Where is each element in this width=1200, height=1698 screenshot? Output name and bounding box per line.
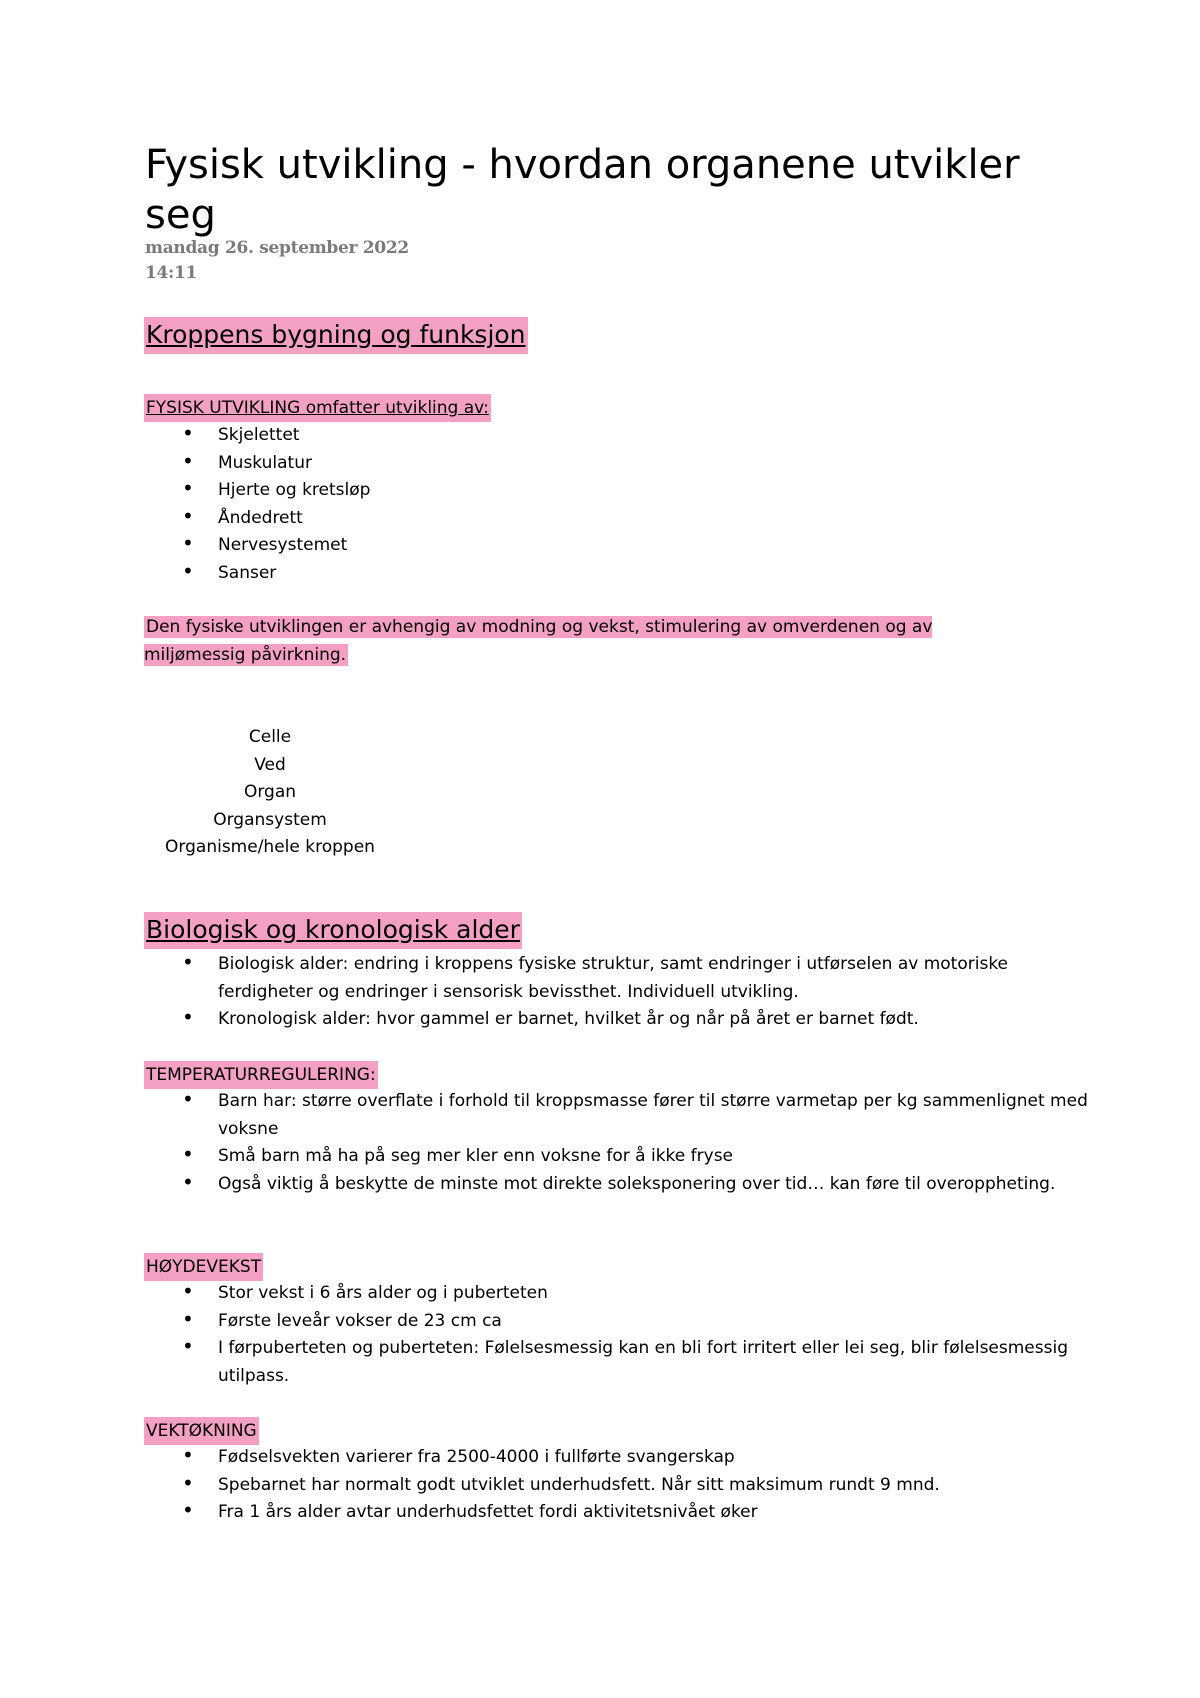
list-item: • Stor vekst i 6 års alder og i puberteten	[0, 1280, 1088, 1308]
list-item: • Spebarnet har normalt godt utviklet underhudsfett. Når sitt maksimum rundt 9 mnd.	[0, 1472, 1088, 1500]
temperature-list	[0, 1088, 1100, 1198]
hierarchy-level: Organsystem	[213, 809, 327, 830]
hierarchy-level: Celle	[248, 727, 292, 747]
list-item: • Første leveår vokser de 23 cm ca	[0, 1308, 1088, 1336]
subheading-fysisk-utvikling: FYSISK UTVIKLING omfatter utvikling av:	[144, 394, 491, 422]
list-item: • Biologisk alder: endring i kroppens fysiske struktur, samt endringer i utførselen av motoriske ferdigheter og endringer i sensorisk bevissthet. Individuell utvikling.	[0, 951, 1088, 1006]
hierarchy-level: Ved	[254, 754, 286, 775]
list-item: • I førpuberteten og puberteten: Følelsesmessig kan en bli fort irritert eller lei seg, blir følelsesmessig utilpass.	[0, 1335, 1088, 1390]
date-stamp: mandag 26. september 2022	[145, 238, 409, 258]
list-item: • Kronologisk alder: hvor gammel er barnet, hvilket år og når på året er barnet født.	[0, 1006, 1088, 1034]
label-temperaturregulering: TEMPERATURREGULERING:	[144, 1061, 378, 1089]
list-item: • Fødselsvekten varierer fra 2500-4000 i fullførte svangerskap	[0, 1444, 1088, 1472]
list-item: • Sanser	[0, 560, 1088, 588]
list-item: • Hjerte og kretsløp	[0, 477, 1088, 505]
label-vektokning: VEKTØKNING	[144, 1417, 259, 1445]
organization-hierarchy	[140, 724, 400, 862]
list-item: • Små barn må ha på seg mer kler enn voksne for å ikke fryse	[0, 1143, 1088, 1171]
height-growth-list	[0, 1280, 1100, 1390]
page-title: Fysisk utvikling - hvordan organene utvikler seg	[145, 142, 1020, 238]
time-stamp: 14:11	[145, 263, 198, 283]
section-heading-biologisk-alder: Biologisk og kronologisk alder	[144, 912, 522, 949]
paragraph-text: Den fysiske utviklingen er avhengig av modning og vekst, stimulering av omverdenen og av miljømessig påvirkning.	[144, 617, 933, 665]
list-item: • Også viktig å beskytte de minste mot direkte soleksponering over tid… kan føre til overoppheting.	[0, 1171, 1088, 1199]
weight-gain-list	[0, 1444, 1100, 1527]
list-item: • Muskulatur	[0, 450, 1088, 478]
section-heading-kroppens-bygning: Kroppens bygning og funksjon	[144, 317, 528, 354]
hierarchy-level: Organisme/hele kroppen	[165, 837, 375, 857]
list-item: • Skjelettet	[0, 422, 1088, 450]
list-item: • Barn har: større overflate i forhold til kroppsmasse fører til større varmetap per kg sammenlignet med voksne	[0, 1088, 1088, 1143]
highlighted-paragraph	[144, 613, 974, 669]
organ-list	[0, 422, 1100, 587]
list-item: • Fra 1 års alder avtar underhudsfettet fordi aktivitetsnivået øker	[0, 1499, 1088, 1527]
list-item: • Åndedrett	[0, 505, 1088, 533]
hierarchy-level: Organ	[243, 782, 297, 802]
age-list	[0, 951, 1100, 1034]
label-hoydevekst: HØYDEVEKST	[144, 1253, 263, 1281]
list-item: • Nervesystemet	[0, 532, 1088, 560]
